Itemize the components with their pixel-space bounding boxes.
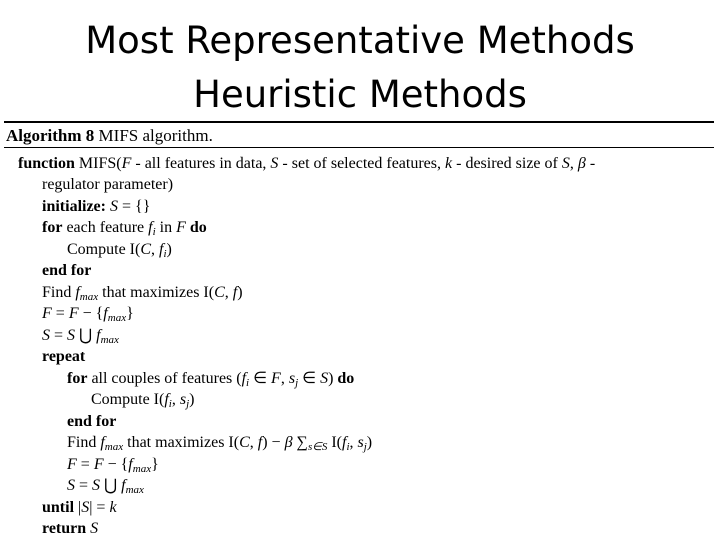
top-rule (4, 121, 714, 123)
algo-line-update-f-2: $F = F - \{f_{max}\}$ (67, 456, 159, 475)
header-rule (4, 147, 714, 148)
algo-line-initialize: initialize: S = {} (42, 198, 151, 215)
algorithm-header (6, 126, 213, 146)
slide-title-line2: Heuristic Methods (193, 73, 527, 116)
algo-line-update-f-1: $F = F - \{f_{max}\}$ (42, 305, 134, 324)
algo-line-compute-1: Compute I(C, $f_i$) (67, 241, 172, 260)
algo-line-return: return S (42, 520, 99, 537)
algo-line-update-s-1: S = S ⋃ $f_{max}$ (42, 327, 119, 346)
algo-line-until: until |S| = k (42, 499, 117, 516)
algo-line-compute-2: Compute $I(f_i$, $s_j$) (91, 391, 195, 410)
algo-line-end-for-1: end for (42, 262, 92, 279)
algo-line-find-2: Find $f_{max}$ that maximizes I(C, f) − β $\sum_{s\in S}$ $I(f_i$, $s_j$) (67, 434, 373, 453)
algo-line-repeat: repeat (42, 348, 86, 365)
algorithm-number: Algorithm 8 (6, 126, 95, 145)
algo-line-function: function MIFS(F - all features in data, S - set of selected features, k - desired size of S, β - (18, 155, 596, 172)
algo-line-for-each: for each feature $f_i$ in F do (42, 219, 207, 238)
algo-line-params: regulator parameter) (42, 176, 174, 193)
algo-line-end-for-2: end for (67, 413, 117, 430)
algorithm-name: MIFS algorithm. (98, 126, 213, 145)
algo-line-for-all: for all couples of features ($f_i$ ∈ F, $s_j$ ∈ S) do (67, 370, 355, 389)
algo-line-update-s-2: S = S ⋃ $f_{max}$ (67, 477, 144, 496)
slide-title-line1: Most Representative Methods (85, 19, 635, 62)
algo-line-find-1: Find $f_{max}$ that maximizes I(C, f) (42, 284, 243, 303)
